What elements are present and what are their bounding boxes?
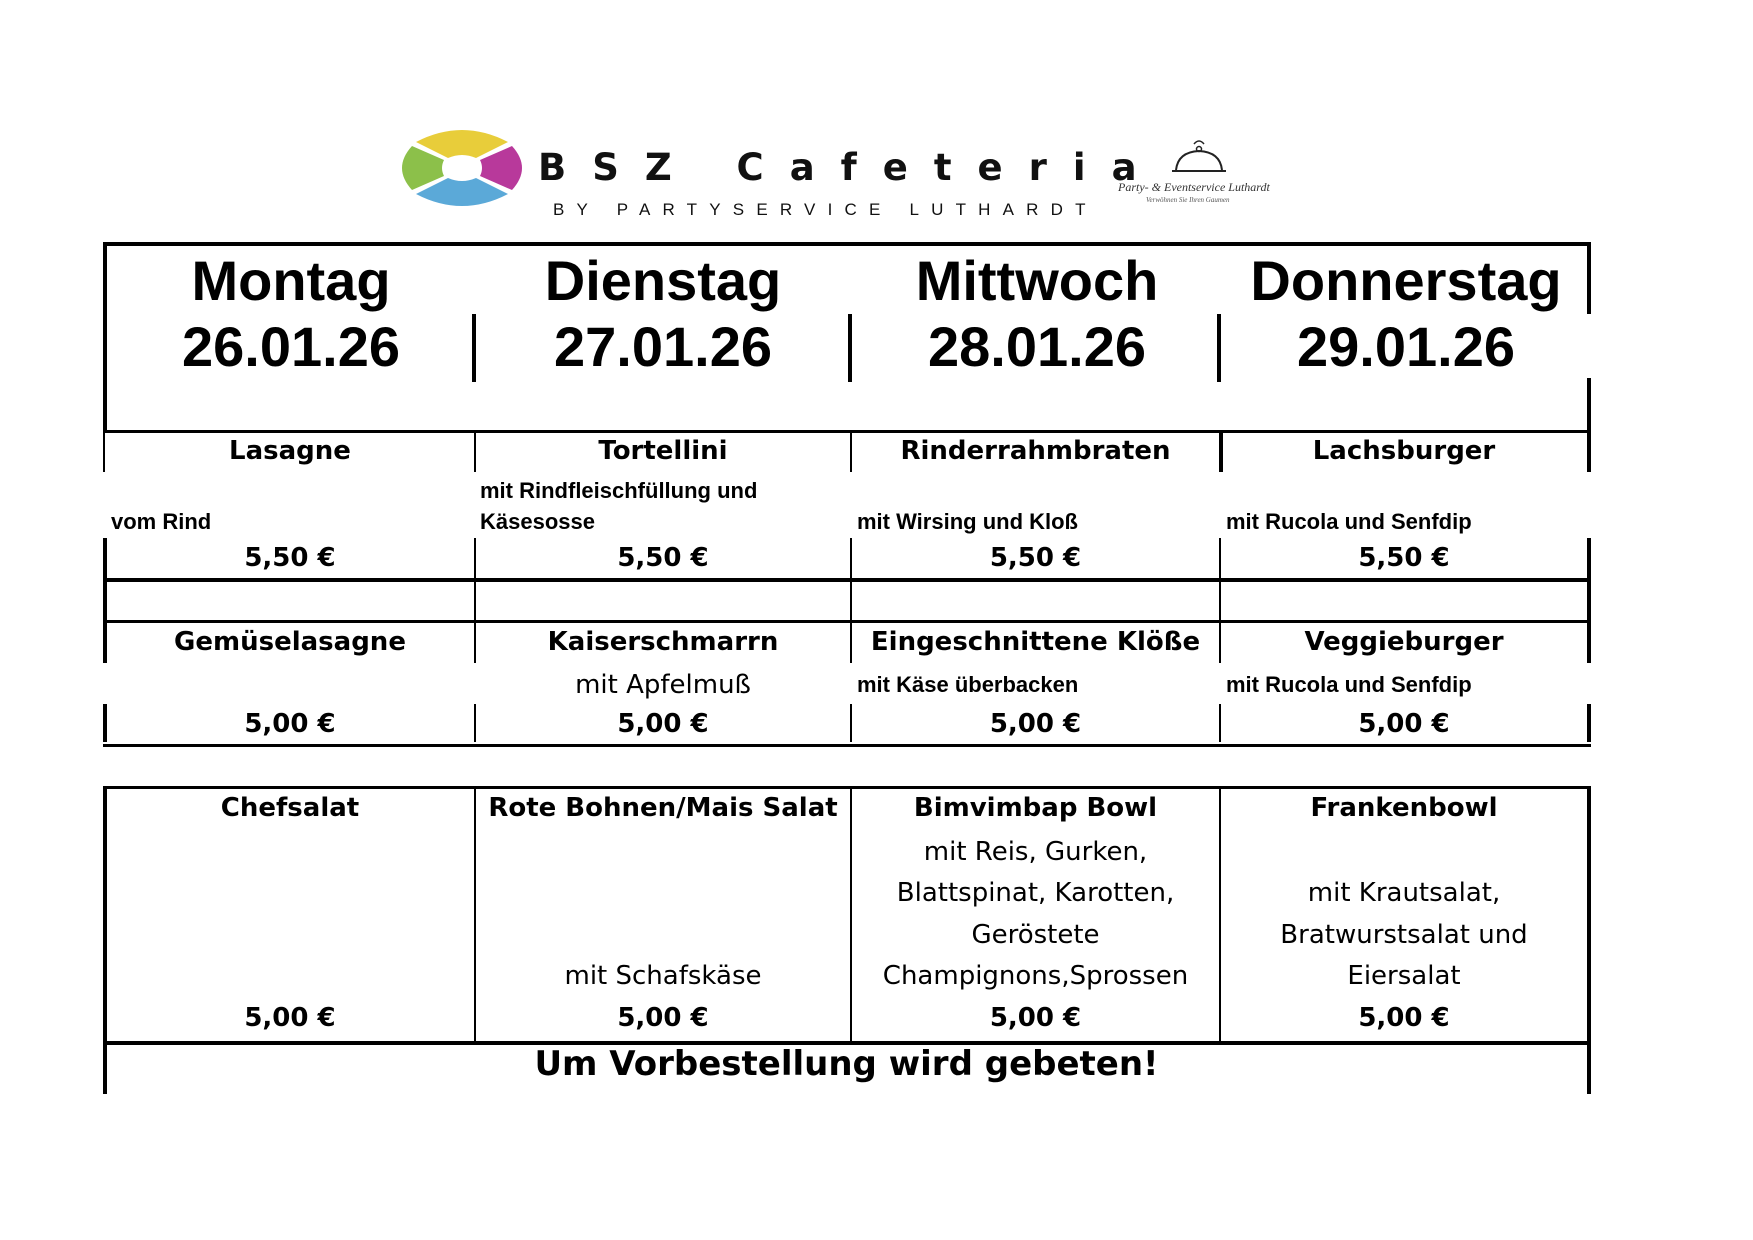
dish-description: mit Rindfleischfüllung und [480,478,758,503]
table-border-right [1587,788,1591,1094]
row-divider [103,620,1591,623]
table-border-right [1587,378,1591,472]
row-divider [103,786,1591,789]
dish-description: mit Rucola und Senfdip [1226,672,1472,697]
brand-title: BSZ Cafeteria [538,146,1163,189]
dish-description: mit Schafskäse [564,961,762,991]
dish-price: 5,00 € [244,709,336,739]
day-date-wednesday: 28.01.26 [928,315,1146,378]
dish-description: mit Reis, Gurken, [923,837,1148,867]
dish-description: Eiersalat [1347,961,1461,991]
cafeteria-logo-icon [400,124,524,212]
dish-name: Eingeschnittene Klöße [870,627,1201,657]
cloche-icon [1170,138,1228,178]
table-border-top [103,242,1589,246]
dish-name: Bimvimbap Bowl [913,793,1158,823]
partner-slogan: Verwöhnen Sie Ihren Gaumen [1146,196,1230,204]
dish-description: Bratwurstsalat und [1280,920,1528,950]
dish-description: mit Rucola und Senfdip [1226,509,1472,534]
dish-price: 5,00 € [989,1003,1082,1033]
day-date-tuesday: 27.01.26 [554,315,772,378]
dish-name: Lachsburger [1312,436,1496,466]
dish-name: Veggieburger [1304,627,1504,657]
row-divider [103,578,1591,582]
day-date-thursday: 29.01.26 [1297,315,1515,378]
dish-price: 5,50 € [989,543,1082,573]
brand-byline: BY PARTYSERVICE LUTHARDT [553,200,1098,219]
dish-description: Blattspinat, Karotten, [896,878,1175,908]
row-divider [103,744,1591,747]
preorder-notice: Um Vorbestellung wird gebeten! [534,1044,1159,1084]
dish-name: Lasagne [229,436,351,466]
row-divider [103,430,1591,433]
dish-price: 5,00 € [989,709,1082,739]
table-border-right [1587,704,1591,742]
dish-description: vom Rind [111,509,212,534]
dish-name: Rinderrahmbraten [900,436,1171,466]
dish-price: 5,00 € [1358,1003,1450,1033]
dish-price: 5,00 € [1358,709,1450,739]
dish-name: Rote Bohnen/Mais Salat [488,793,838,823]
day-date-monday: 26.01.26 [182,315,400,378]
day-name-thursday: Donnerstag [1250,249,1562,312]
day-name-wednesday: Mittwoch [915,249,1159,312]
dish-price: 5,50 € [1358,543,1450,573]
dish-description: Geröstete [971,920,1100,950]
dish-description: Käsesosse [480,509,595,534]
dish-description: mit Wirsing und Kloß [857,509,1078,534]
dish-name: Chefsalat [220,793,360,823]
partner-name: Party- & Eventservice Luthardt [1118,180,1270,194]
dish-price: 5,00 € [244,1003,336,1033]
dish-price: 5,00 € [617,1003,709,1033]
dish-name: Kaiserschmarrn [547,627,779,657]
day-name-monday: Montag [191,249,391,312]
dish-price: 5,50 € [617,543,709,573]
dish-price: 5,00 € [617,709,709,739]
table-border-right [1587,538,1591,663]
dish-description: Champignons,Sprossen [882,961,1189,991]
table-border-left [103,432,105,472]
dish-name: Tortellini [598,436,728,466]
day-name-tuesday: Dienstag [544,249,782,312]
dish-price: 5,50 € [244,543,336,573]
dish-name: Frankenbowl [1310,793,1498,823]
dish-description: mit Käse überbacken [857,672,1079,697]
dish-description: mit Apfelmuß [575,670,751,700]
dish-description: mit Krautsalat, [1307,878,1501,908]
dish-name: Gemüselasagne [174,627,406,657]
